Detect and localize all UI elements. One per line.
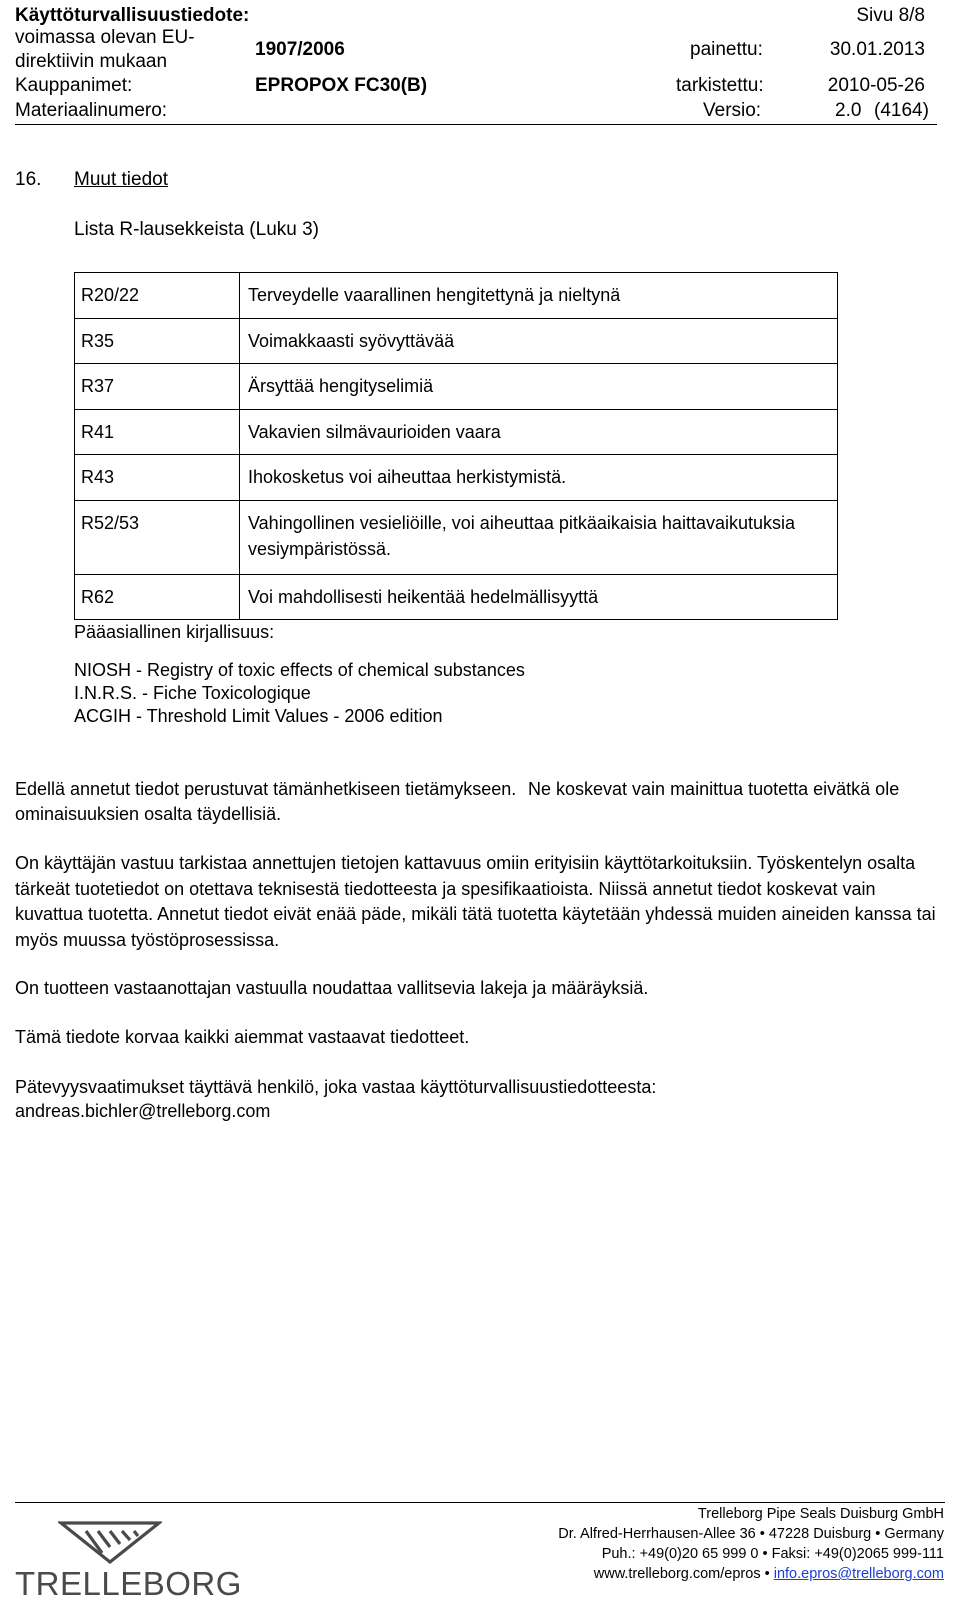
product-name: EPROPOX FC30(B) bbox=[255, 75, 428, 96]
r-code: R43 bbox=[81, 467, 115, 487]
disclaimer-line: On käyttäjän vastuu tarkistaa annettujen tietojen kattavuus omiin erityisiin käyttötarkoituksiin. Työskentelyn osalta bbox=[15, 853, 916, 873]
r-description: Voimakkaasti syövyttävää bbox=[248, 330, 455, 351]
compliance-line-1: voimassa olevan EU- bbox=[15, 27, 195, 48]
table-row bbox=[75, 500, 838, 574]
footer-address: Dr. Alfred-Herrhausen-Allee 36 • 47228 Duisburg • Germany bbox=[558, 1526, 944, 1542]
table-row bbox=[75, 364, 838, 410]
disclaimer-text: Ne koskevat vain mainittua tuotetta eivätkä ole bbox=[528, 779, 900, 799]
footer-separator: • bbox=[764, 1566, 770, 1582]
header-divider bbox=[15, 124, 937, 125]
section-title: Muut tiedot bbox=[74, 169, 168, 190]
printed-label: painettu: bbox=[690, 39, 763, 60]
table-row bbox=[75, 455, 838, 501]
r-description: Ihokosketus voi aiheuttaa herkistymistä. bbox=[248, 467, 567, 487]
disclaimer-line: myös muussa työstöprosessissa. bbox=[15, 929, 280, 950]
r-description bbox=[248, 501, 831, 574]
footer-phone-fax: Puh.: +49(0)20 65 999 0 • Faksi: +49(0)2065 999-111 bbox=[601, 1546, 944, 1562]
table-row bbox=[75, 574, 838, 620]
contact-email: andreas.bichler@trelleborg.com bbox=[15, 1101, 271, 1121]
trelleborg-logo-icon bbox=[58, 1520, 162, 1564]
disclaimer-text: Pätevyysvaatimukset täyttävä henkilö, joka vastaa käyttöturvallisuustiedotteesta: bbox=[15, 1077, 657, 1097]
revised-label: tarkistettu: bbox=[676, 75, 764, 96]
footer-contact bbox=[558, 1504, 944, 1584]
version-code: (4164) bbox=[874, 100, 929, 121]
r-code: R52/53 bbox=[81, 512, 140, 533]
r-code: R37 bbox=[81, 376, 115, 396]
page-number: Sivu 8/8 bbox=[856, 5, 925, 26]
disclaimer-text: Tämä tiedote korvaa kaikki aiemmat vastaavat tiedotteet. bbox=[15, 1027, 470, 1047]
literature-item: ACGIH - Threshold Limit Values - 2006 edition bbox=[74, 706, 443, 726]
table-row bbox=[75, 273, 838, 319]
disclaimer-paragraph bbox=[15, 851, 945, 953]
disclaimer-line: tärkeät tuotetiedot on otettava teknisestä tiedotteesta ja spesifikaatioista. Niissä annetut tiedot koskevat vain bbox=[15, 878, 876, 899]
r-description: Terveydelle vaarallinen hengitettynä ja nieltynä bbox=[248, 285, 621, 305]
footer-website: www.trelleborg.com/epros bbox=[593, 1566, 761, 1582]
compliance-line-2: direktiivin mukaan bbox=[15, 51, 168, 72]
trade-names-label: Kauppanimet: bbox=[15, 75, 133, 96]
r-description: Vakavien silmävaurioiden vaara bbox=[248, 421, 501, 442]
r-code: R20/22 bbox=[81, 285, 140, 305]
r-description: Voi mahdollisesti heikentää hedelmällisyyttä bbox=[248, 586, 599, 607]
disclaimer-text: Edellä annetut tiedot perustuvat tämänhetkiseen tietämykseen. bbox=[15, 779, 517, 799]
r-description-line-2: vesiympäristössä. bbox=[248, 538, 392, 559]
r-code: R41 bbox=[81, 421, 115, 442]
version-label: Versio: bbox=[703, 100, 762, 121]
disclaimer-text: ominaisuuksien osalta täydellisiä. bbox=[15, 804, 282, 824]
table-row bbox=[75, 318, 838, 364]
r-code: R62 bbox=[81, 586, 115, 607]
trelleborg-logo-text: TRELLEBORG bbox=[15, 1565, 242, 1602]
footer-company: Trelleborg Pipe Seals Duisburg GmbH bbox=[697, 1506, 944, 1522]
footer-email-link[interactable]: info.epros@trelleborg.com bbox=[773, 1566, 944, 1582]
footer-divider bbox=[15, 1502, 945, 1503]
section-number: 16. bbox=[15, 169, 42, 190]
table-row bbox=[75, 409, 838, 455]
r-phrase-table bbox=[74, 272, 838, 620]
r-description: Ärsyttää hengityselimiä bbox=[248, 376, 434, 396]
printed-date: 30.01.2013 bbox=[829, 39, 925, 60]
doc-type-label: Käyttöturvallisuustiedote: bbox=[15, 5, 250, 26]
r-description-line-1: Vahingollinen vesieliöille, voi aiheuttaa pitkäaikaisia haittavaikutuksia bbox=[248, 512, 795, 533]
revised-date: 2010-05-26 bbox=[827, 75, 925, 96]
literature-title: Pääasiallinen kirjallisuus: bbox=[74, 622, 275, 642]
r-list-title: Lista R-lausekkeista (Luku 3) bbox=[74, 219, 319, 240]
material-number-label: Materiaalinumero: bbox=[15, 100, 168, 121]
version-number: 2.0 bbox=[835, 100, 862, 121]
disclaimer-text: On tuotteen vastaanottajan vastuulla noudattaa vallitsevia lakeja ja määräyksiä. bbox=[15, 978, 649, 998]
literature-item: NIOSH - Registry of toxic effects of chemical substances bbox=[74, 660, 525, 680]
footer-web-line bbox=[558, 1564, 944, 1584]
r-code: R35 bbox=[81, 330, 115, 351]
disclaimer-line: kuvattua tuotetta. Annetut tiedot eivät enää päde, mikäli tätä tuotetta käytetään yhdessä muiden aineiden kanssa tai bbox=[15, 904, 936, 924]
literature-item: I.N.R.S. - Fiche Toxicologique bbox=[74, 683, 311, 703]
regulation-number: 1907/2006 bbox=[255, 39, 345, 60]
